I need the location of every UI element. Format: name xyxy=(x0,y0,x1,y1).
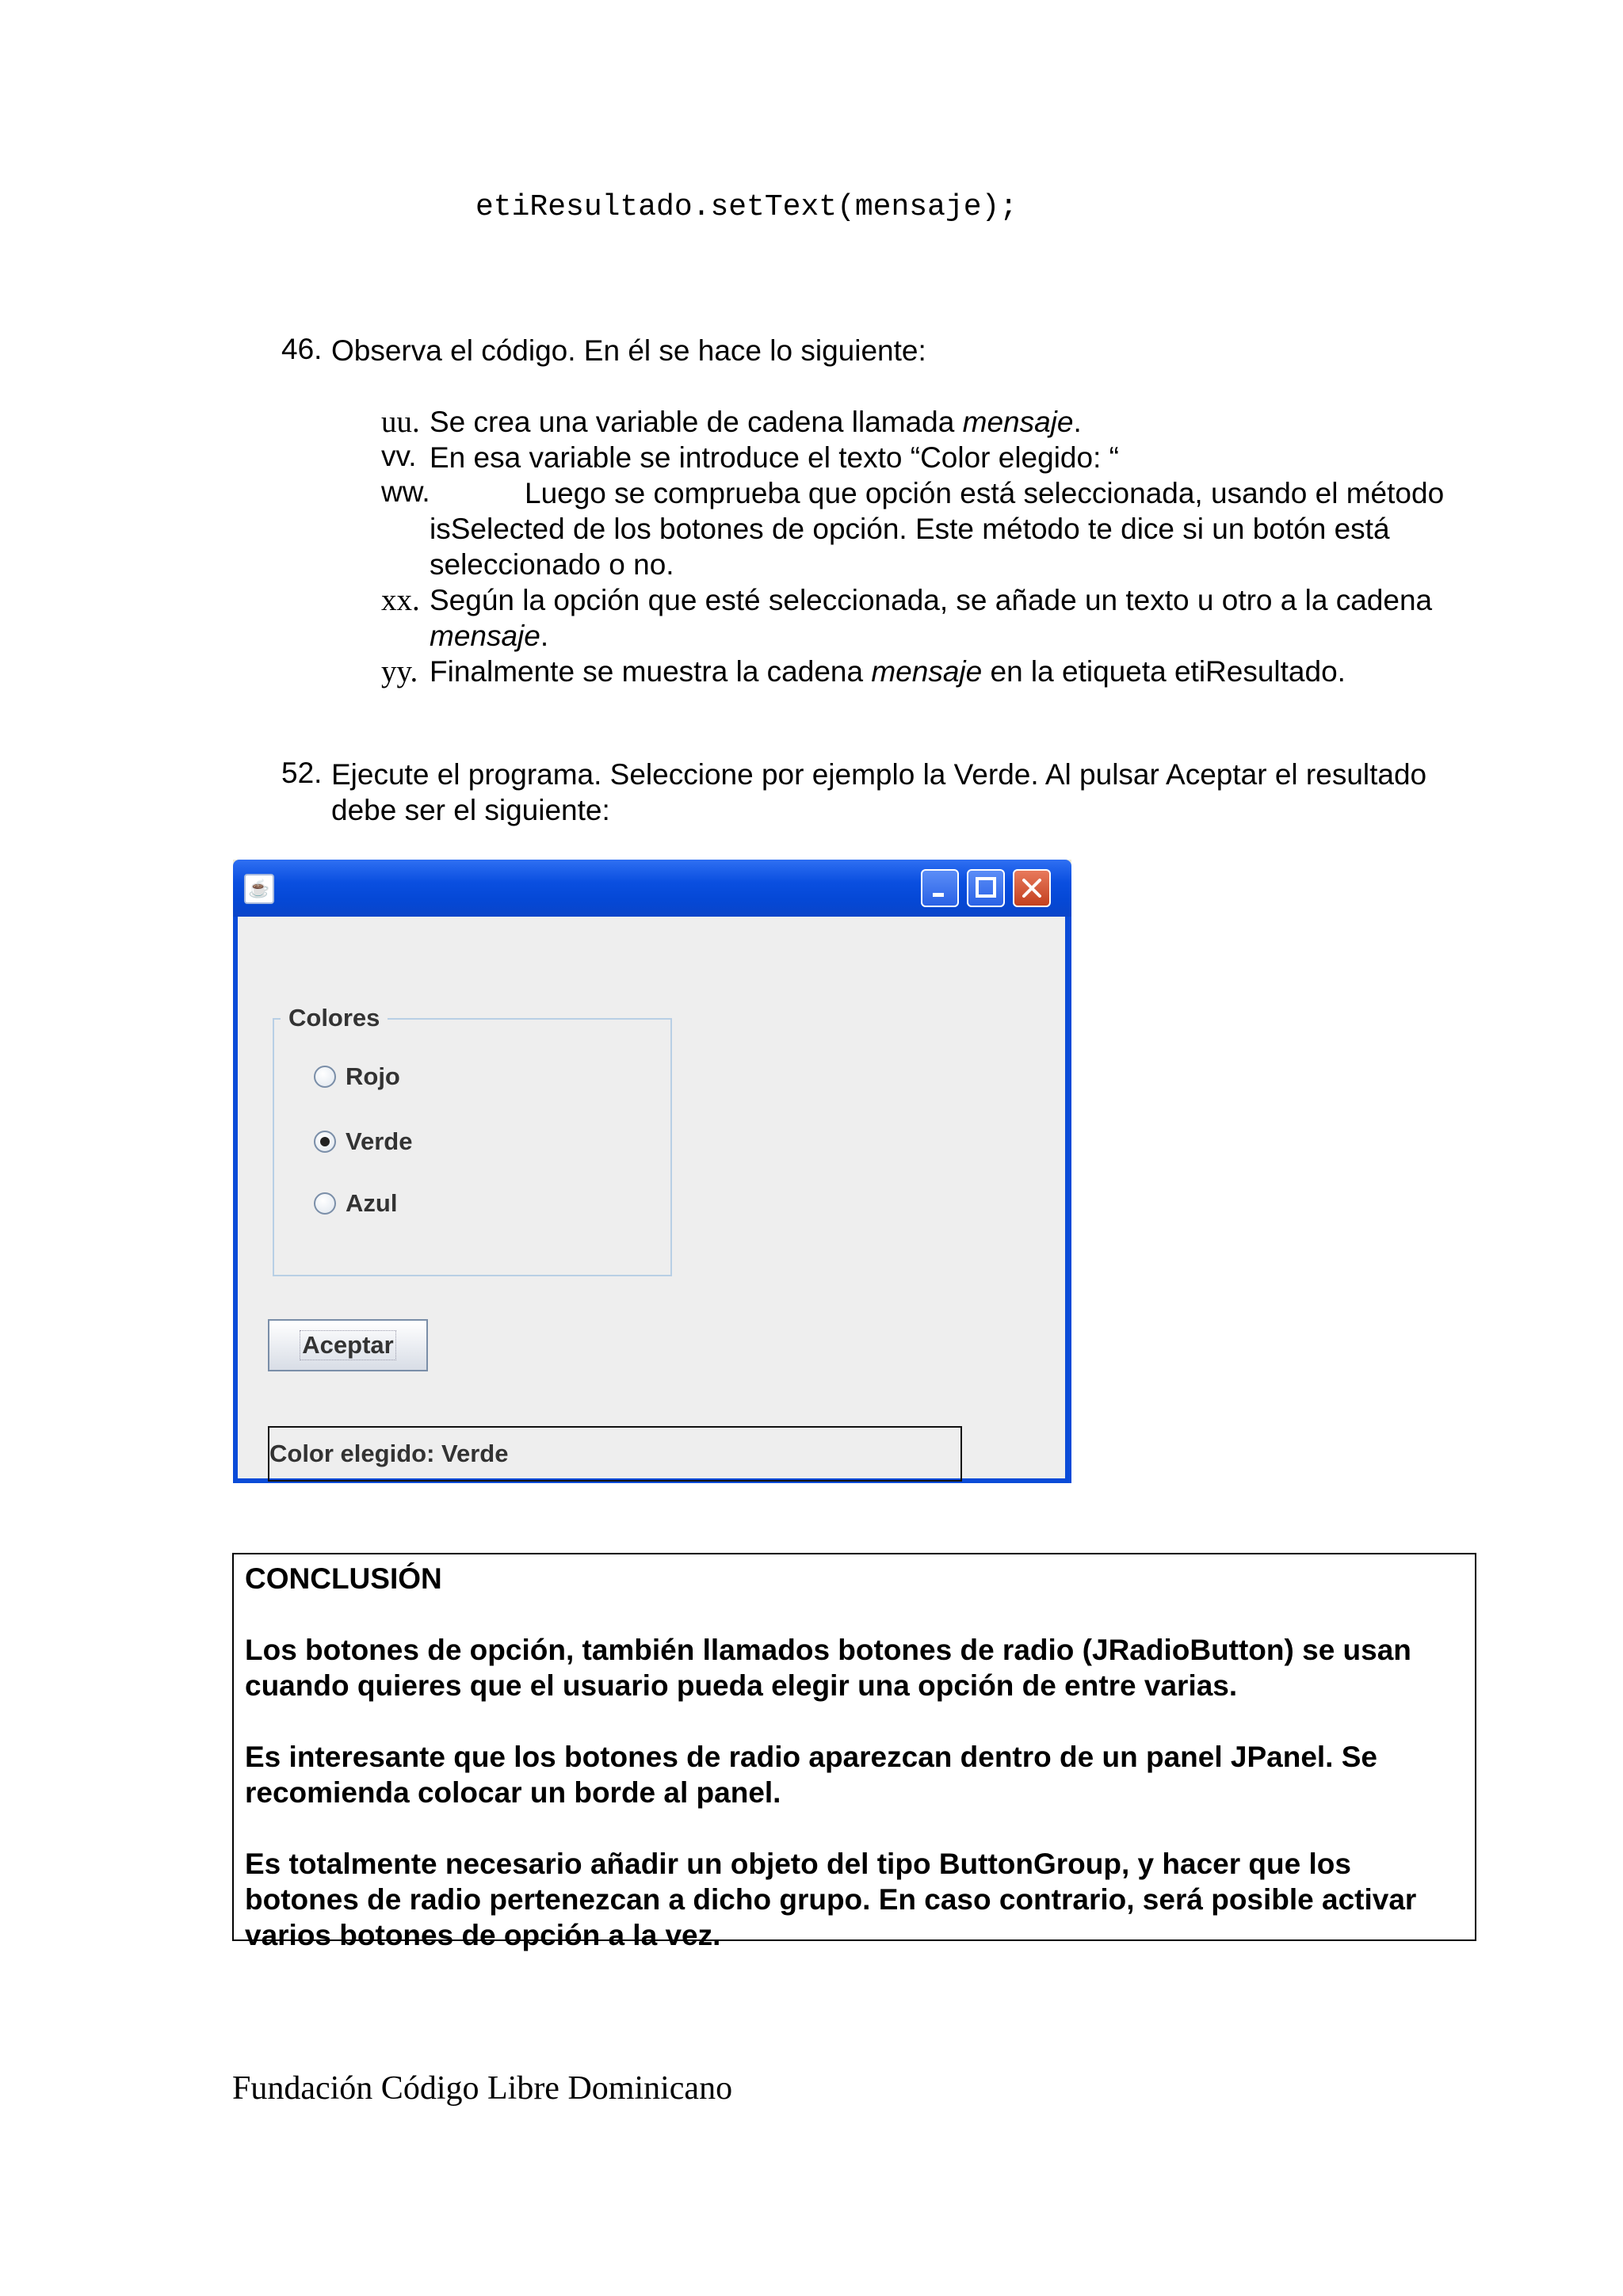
maximize-button[interactable] xyxy=(967,869,1005,907)
code-line: etiResultado.setText(mensaje); xyxy=(475,190,1018,224)
window-titlebar[interactable] xyxy=(233,860,1071,917)
colores-panel-title: Colores xyxy=(281,1004,388,1032)
radio-azul[interactable]: Azul xyxy=(314,1188,397,1219)
conclusion-title: CONCLUSIÓN xyxy=(245,1562,442,1595)
page-footer: Fundación Código Libre Dominicano xyxy=(232,2070,733,2107)
item-vv-text: En esa variable se introduce el texto “Color elegido: “ xyxy=(430,441,1119,474)
radio-verde[interactable]: Verde xyxy=(314,1126,412,1158)
conclusion-box xyxy=(232,1553,1476,1951)
item-ww-letter: ww. xyxy=(381,475,430,508)
item-vv-letter: vv. xyxy=(381,440,417,472)
minimize-icon xyxy=(922,871,957,906)
maximize-icon xyxy=(968,871,1003,906)
item-xx-letter: xx. xyxy=(381,583,420,617)
item-ww-line3: seleccionado o no. xyxy=(430,548,674,581)
step-52-line1: Ejecute el programa. Seleccione por ejemplo la Verde. Al pulsar Aceptar el resultado xyxy=(331,758,1427,791)
radio-selected-icon[interactable] xyxy=(314,1131,336,1153)
item-uu-letter: uu. xyxy=(381,405,420,439)
item-uu-text: Se crea una variable de cadena llamada mensaje. xyxy=(430,406,1082,438)
item-yy-text: Finalmente se muestra la cadena mensaje en la etiqueta etiResultado. xyxy=(430,655,1346,688)
close-icon xyxy=(1014,871,1049,906)
item-xx-line1: Según la opción que esté seleccionada, se añade un texto u otro a la cadena xyxy=(430,584,1433,616)
aceptar-button[interactable]: Aceptar xyxy=(268,1319,428,1371)
conclusion-paragraph-1: Los botones de opción, también llamados botones de radio (JRadioButton) se usan cuando quieres que el usuario pueda elegir una opción de entre varias. xyxy=(245,1634,1411,1702)
app-window xyxy=(233,860,1071,1483)
step-52-line2: debe ser el siguiente: xyxy=(331,794,610,826)
eti-resultado-label: Color elegido: Verde xyxy=(268,1426,962,1482)
radio-rojo[interactable]: Rojo xyxy=(314,1061,400,1093)
step-46-number: 46. xyxy=(281,333,323,365)
conclusion-paragraph-3: Es totalmente necesario añadir un objeto del tipo ButtonGroup, y hacer que los botones de radio pertenezcan a dicho grupo. En caso contrario, será posible activar varios botones de opción a la vez. xyxy=(245,1848,1417,1951)
conclusion-paragraph-2: Es interesante que los botones de radio aparezcan dentro de un panel JPanel. Se recomienda colocar un borde al panel. xyxy=(245,1741,1377,1809)
item-xx-line2: mensaje. xyxy=(430,620,549,652)
step-52-number: 52. xyxy=(281,757,323,789)
item-yy-letter: yy. xyxy=(381,654,418,688)
close-button[interactable] xyxy=(1013,869,1051,907)
step-46-text: Observa el código. En él se hace lo siguiente: xyxy=(331,334,926,367)
minimize-button[interactable] xyxy=(921,869,959,907)
window-client-area xyxy=(238,917,1065,1478)
item-ww-line2: isSelected de los botones de opción. Este método te dice si un botón está xyxy=(430,513,1390,545)
item-ww-line1: Luego se comprueba que opción está seleccionada, usando el método xyxy=(525,477,1445,509)
radio-circle-icon[interactable] xyxy=(314,1192,336,1215)
java-cup-icon[interactable]: ☕ xyxy=(244,874,274,904)
radio-circle-icon[interactable] xyxy=(314,1066,336,1088)
